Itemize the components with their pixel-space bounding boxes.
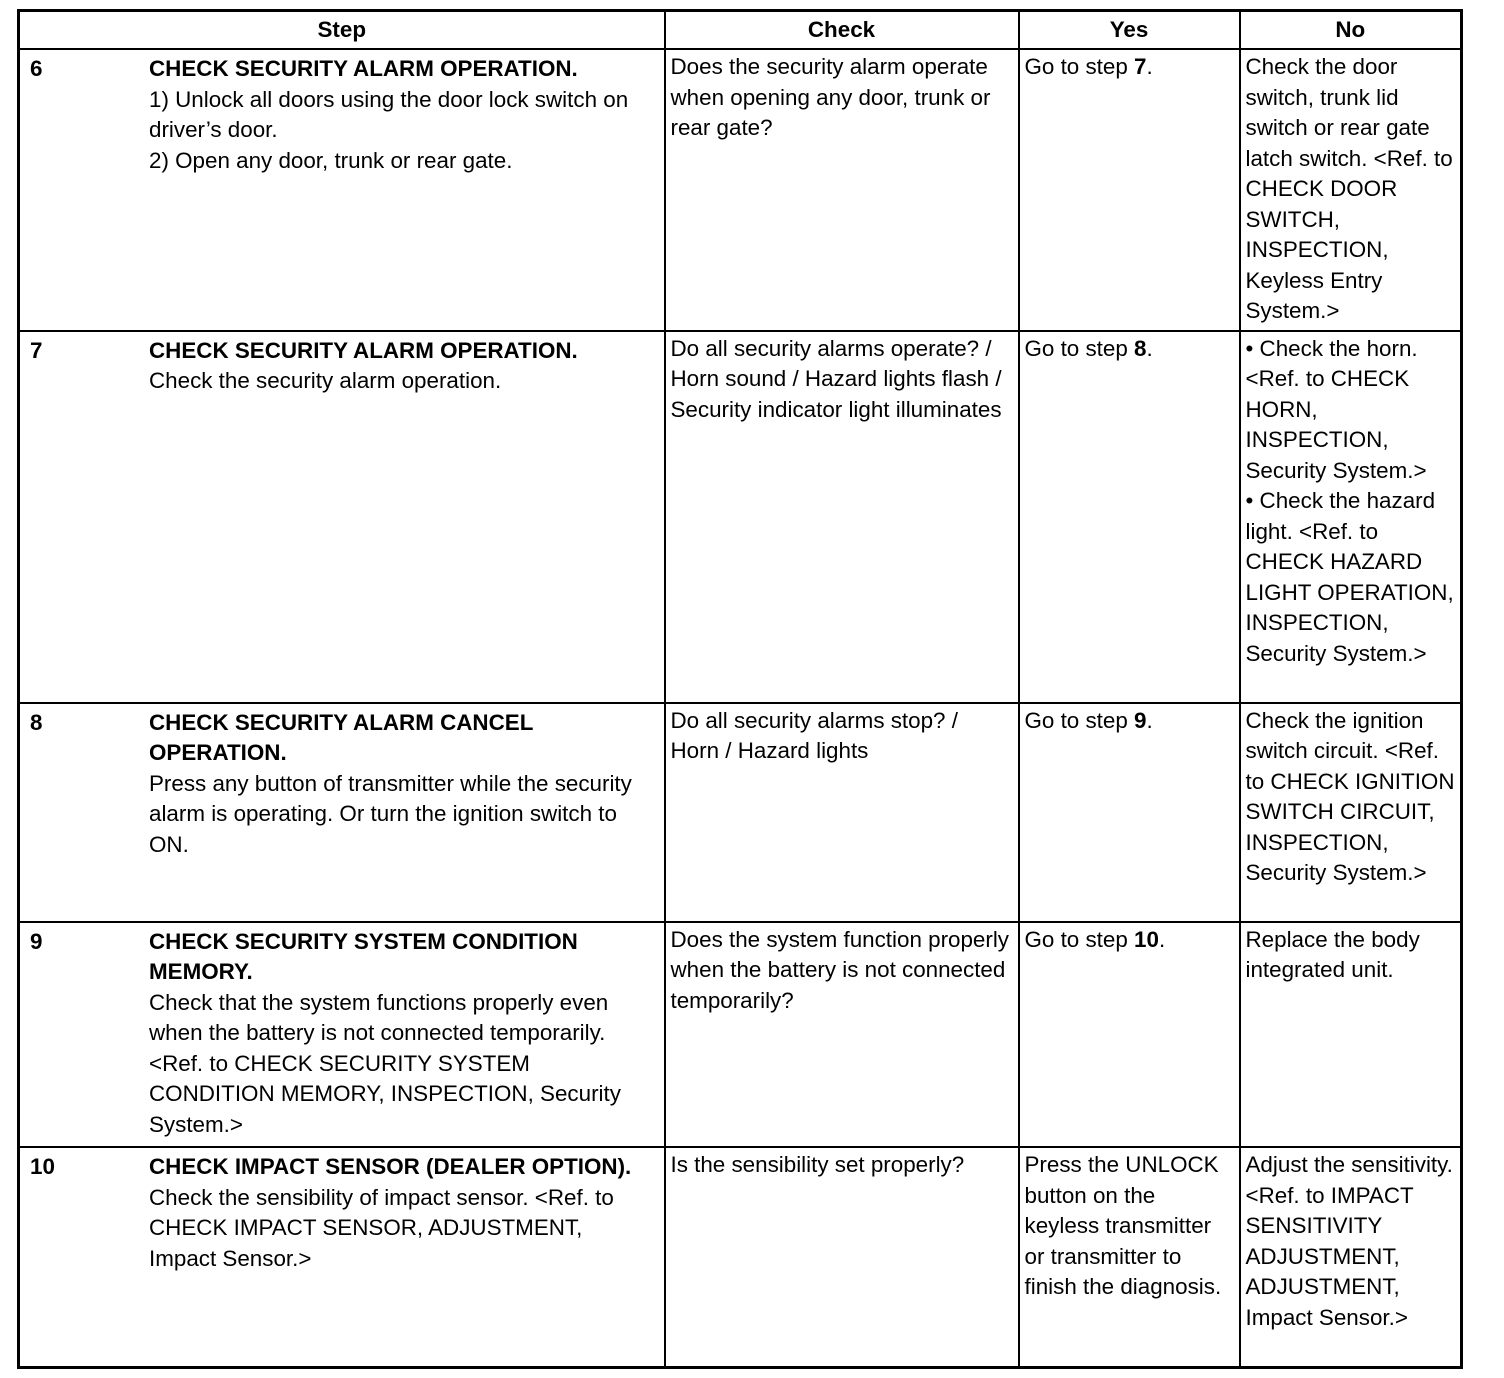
- yes-text: Go to step: [1024, 926, 1135, 952]
- table-row: [19, 331, 1462, 703]
- step-instruction: 1) Unlock all doors using the door lock switch on driver’s door.: [149, 86, 629, 142]
- step-instruction: Check the security alarm operation.: [149, 368, 502, 393]
- step-cell: [19, 331, 665, 703]
- no-cell: [1240, 1147, 1462, 1367]
- check-cell: Does the security alarm operate when opening any door, trunk or rear gate?: [665, 49, 1019, 331]
- no-cell: [1240, 703, 1462, 922]
- step-cell: [19, 703, 665, 922]
- header-yes: Yes: [1019, 11, 1240, 50]
- yes-text: Go to step: [1024, 335, 1135, 361]
- step-instruction: Check the sensibility of impact sensor. <Ref. to CHECK IMPACT SENSOR, ADJUSTMENT, Impact Sensor.>: [149, 1184, 614, 1271]
- yes-step-number: 8: [1134, 335, 1147, 361]
- step-instruction: Check that the system functions properly even when the battery is not connected temporarily. <Ref. to CHECK SECURITY SYSTEM CONDITION MEMORY, INSPECTION, Security System.>: [149, 989, 621, 1137]
- table-row: [19, 1147, 1462, 1367]
- step-number: 7: [30, 337, 43, 363]
- no-text: Replace the body integrated unit.: [1245, 926, 1420, 982]
- step-title: CHECK SECURITY ALARM OPERATION.: [149, 337, 578, 363]
- yes-suffix: .: [1146, 335, 1153, 361]
- header-step: Step: [19, 11, 665, 50]
- yes-cell: [1019, 49, 1240, 331]
- header-no: No: [1240, 11, 1462, 50]
- step-number: 9: [30, 928, 43, 954]
- no-text: Check the door switch, trunk lid switch or rear gate latch switch. <Ref. to CHECK DOOR SWITCH, INSPECTION, Keyless Entry System.>: [1245, 54, 1453, 323]
- no-cell: [1240, 331, 1462, 703]
- no-cell: [1240, 922, 1462, 1148]
- yes-suffix: .: [1146, 707, 1153, 733]
- no-text: Check the ignition switch circuit. <Ref. to CHECK IGNITION SWITCH CIRCUIT, INSPECTION, Security System.>: [1245, 707, 1455, 885]
- yes-text: Go to step: [1024, 707, 1135, 733]
- yes-step-number: 9: [1134, 707, 1147, 733]
- yes-cell: [1019, 922, 1240, 1148]
- step-title: CHECK SECURITY ALARM OPERATION.: [149, 56, 578, 81]
- table-row: [19, 703, 1462, 922]
- check-cell: Does the system function properly when the battery is not connected temporarily?: [665, 922, 1019, 1148]
- yes-cell: [1019, 331, 1240, 703]
- header-row: [19, 11, 1462, 50]
- check-cell: Do all security alarms stop? / Horn / Hazard lights: [665, 703, 1019, 922]
- step-number: 6: [30, 56, 43, 81]
- no-bullet-item: • Check the horn. <Ref. to CHECK HORN, INSPECTION, Security System.>: [1245, 335, 1427, 483]
- yes-suffix: .: [1158, 926, 1166, 952]
- step-instruction: Press any button of transmitter while the security alarm is operating. Or turn the ignition switch to ON.: [149, 770, 632, 857]
- step-number: 8: [30, 709, 43, 735]
- yes-text: Go to step: [1024, 54, 1135, 79]
- table-row: [19, 922, 1462, 1148]
- step-cell: [19, 49, 665, 331]
- no-text: Adjust the sensitivity. <Ref. to IMPACT SENSITIVITY ADJUSTMENT, ADJUSTMENT, Impact Sensor.>: [1245, 1152, 1453, 1330]
- table-row: [19, 49, 1462, 331]
- no-cell: [1240, 49, 1462, 331]
- yes-cell: [1019, 703, 1240, 922]
- yes-cell: [1019, 1147, 1240, 1367]
- no-bullet-item: • Check the hazard light. <Ref. to CHECK HAZARD LIGHT OPERATION, INSPECTION, Security System.>: [1245, 488, 1454, 666]
- step-title: CHECK IMPACT SENSOR (DEALER OPTION).: [149, 1154, 632, 1179]
- step-title: CHECK SECURITY ALARM CANCEL OPERATION.: [149, 709, 533, 765]
- step-number: 10: [30, 1154, 55, 1179]
- step-cell: [19, 1147, 665, 1367]
- header-check: Check: [665, 11, 1019, 50]
- yes-suffix: .: [1146, 54, 1153, 79]
- yes-text: Press the UNLOCK button on the keyless transmitter or transmitter to finish the diagnosis.: [1024, 1152, 1222, 1299]
- check-cell: Is the sensibility set properly?: [665, 1147, 1019, 1367]
- yes-step-number: 7: [1134, 54, 1147, 79]
- check-cell: Do all security alarms operate? / Horn sound / Hazard lights flash / Security indicator light illuminates: [665, 331, 1019, 703]
- step-title: CHECK SECURITY SYSTEM CONDITION MEMORY.: [149, 928, 578, 984]
- step-cell: [19, 922, 665, 1148]
- yes-step-number: 10: [1134, 926, 1159, 952]
- step-instruction: 2) Open any door, trunk or rear gate.: [149, 147, 513, 173]
- diagnosis-table: [17, 9, 1463, 1369]
